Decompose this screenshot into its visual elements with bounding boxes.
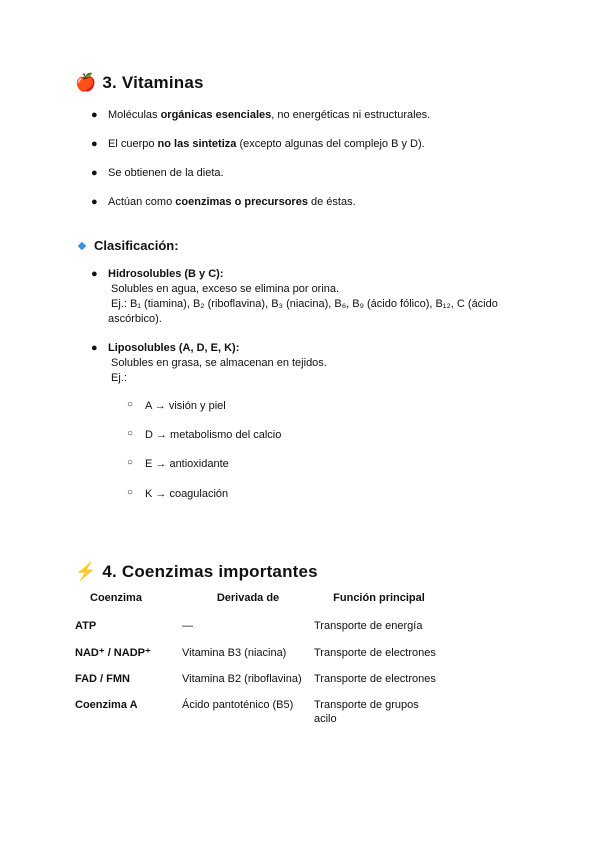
liposolubles-desc: Solubles en grasa, se almacenan en tejidos. (111, 357, 327, 369)
item-text: , no energéticas ni estructurales. (271, 109, 431, 121)
subsection-title-clasificacion (77, 238, 179, 253)
section-title-vitaminas (75, 73, 204, 93)
table-row (75, 608, 444, 634)
bullet-dot: ● (91, 196, 98, 208)
column-header: Derivada de (216, 592, 280, 604)
table-cell: Vitamina B2 (riboflavina) (182, 673, 302, 685)
item-bold: orgánicas esenciales (160, 109, 272, 121)
hidrosolubles-title (91, 267, 224, 281)
column-header: Coenzima (90, 592, 142, 604)
table-cell: FAD / FMN (75, 673, 130, 685)
list-item (91, 137, 425, 151)
table-cell: Transporte de electrones (314, 673, 436, 685)
hollow-bullet: ○ (127, 428, 134, 439)
lightning-icon: ⚡ (75, 562, 97, 581)
coenzimas-table (75, 592, 444, 726)
item-bold: no las sintetiza (157, 138, 237, 150)
bullet-dot: ● (91, 138, 98, 150)
bullet-dot: ● (91, 109, 98, 121)
list-item (127, 457, 229, 470)
item-text: Se obtienen de la dieta. (108, 167, 224, 179)
list-item (127, 428, 282, 441)
item-text: D → metabolismo del calcio (145, 429, 282, 441)
table-cell: — (182, 620, 193, 632)
section-title-coenzimas (75, 562, 318, 582)
table-row (75, 660, 444, 686)
table-cell: Coenzima A (75, 699, 138, 711)
item-bold: coenzimas o precursores (175, 196, 308, 208)
item-text: A → visión y piel (145, 400, 226, 412)
table-cell: Vitamina B3 (niacina) (182, 647, 287, 659)
section-title-text: 4. Coenzimas importantes (102, 562, 318, 581)
table-cell: Transporte de grupos acilo (314, 699, 419, 725)
hidrosolubles-examples: Ej.: B₁ (tiamina), B₂ (riboflavina), B₃ (niacina), B₆, B₉ (ácido fólico), B₁₂, C (ácido (111, 298, 498, 310)
list-item (127, 487, 229, 500)
item-text: El cuerpo (108, 138, 158, 150)
item-bold: Liposolubles (A, D, E, K): (108, 342, 240, 354)
item-text: K → coagulación (145, 488, 229, 500)
table-cell: Transporte de electrones (314, 647, 436, 659)
item-text: (excepto algunas del complejo B y D). (236, 138, 425, 150)
liposolubles-ej: Ej.: (111, 372, 127, 384)
table-row (75, 634, 444, 660)
item-text: de éstas. (307, 196, 356, 208)
hollow-bullet: ○ (127, 457, 134, 468)
column-header: Función principal (333, 592, 425, 604)
bullet-dot: ● (91, 342, 98, 354)
subsection-title-text: Clasificación: (94, 238, 179, 253)
hollow-bullet: ○ (127, 399, 134, 410)
liposolubles-title (91, 341, 240, 355)
list-item (91, 166, 224, 180)
blue-diamond-icon (78, 241, 86, 249)
section-title-text: 3. Vitaminas (102, 73, 204, 92)
hidrosolubles-desc: Solubles en agua, exceso se elimina por orina. (111, 283, 340, 295)
table-row (75, 686, 444, 726)
list-item (127, 399, 226, 412)
list-item (91, 195, 356, 209)
table-cell: NAD⁺ / NADP⁺ (75, 647, 151, 659)
table-cell: Ácido pantoténico (B5) (182, 699, 294, 711)
item-text: Actúan como (108, 196, 176, 208)
list-item (91, 108, 431, 122)
item-text: Moléculas (108, 109, 161, 121)
item-text: E → antioxidante (145, 458, 229, 470)
hollow-bullet: ○ (127, 487, 134, 498)
item-bold: Hidrosolubles (B y C): (108, 268, 224, 280)
table-cell: ATP (75, 620, 97, 632)
table-header-row (75, 592, 444, 608)
apple-icon: 🍎 (75, 73, 97, 92)
table-cell: Transporte de energía (314, 620, 423, 632)
bullet-dot: ● (91, 167, 98, 179)
hidrosolubles-examples-cont: ascórbico). (108, 313, 162, 325)
bullet-dot: ● (91, 268, 98, 280)
